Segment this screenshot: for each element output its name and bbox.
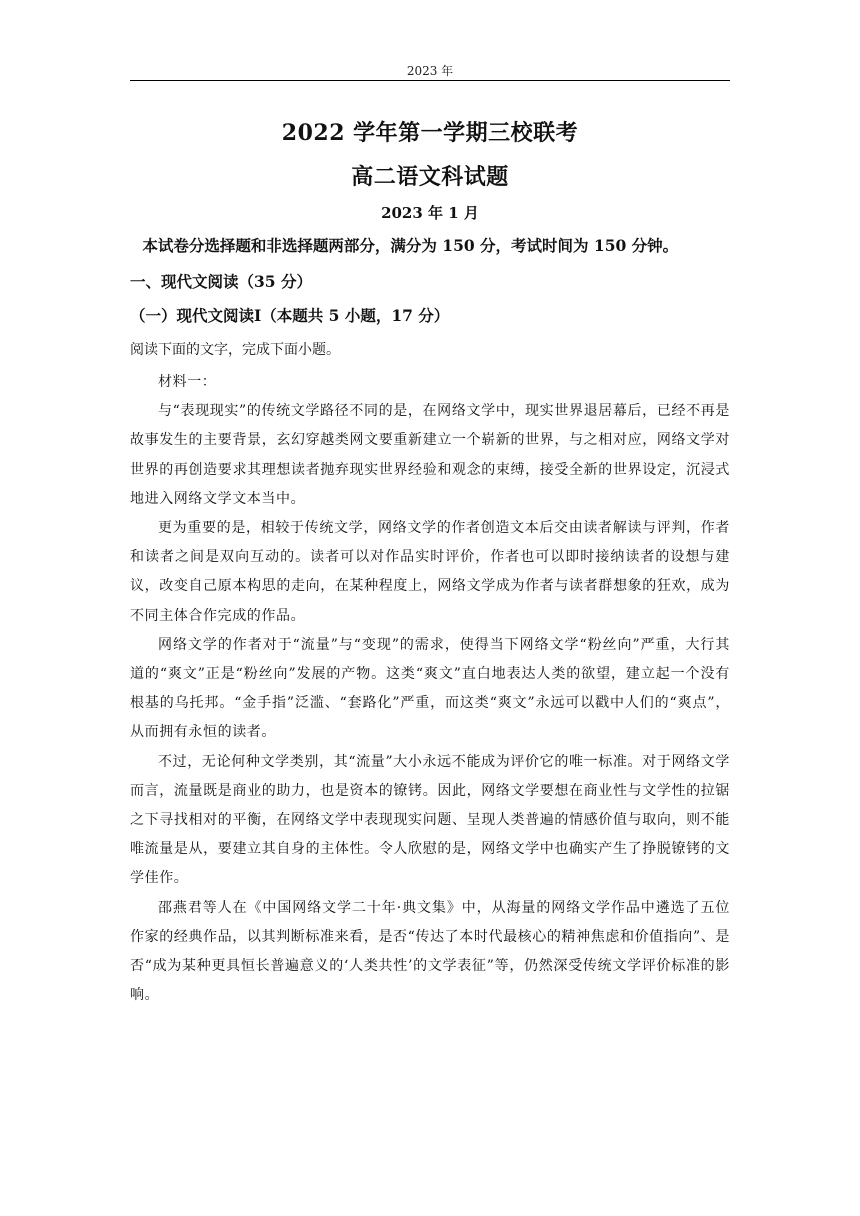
reading-instruction: 阅读下面的文字，完成下面小题。 [130,342,340,358]
passage-paragraph: 不过，无论何种文学类别，其“流量”大小永远不能成为评价它的唯一标准。对于网络文学而言，流量既是商业的助力，也是资本的镣铐。因此，网络文学要想在商业性与文学性的拉锯之下寻找相对的平衡，在网络文学中表现现实问题、呈现人类普遍的情感价值与取向，则不能唯流量是从，要建立其自身的主体性。令人欣慰的是，网络文学中也确实产生了挣脱镣铐的文学佳作。 [130,753,730,887]
exam-title: 2022 学年第一学期三校联考 [281,120,579,146]
header-divider [130,80,730,81]
subsection-heading: （一）现代文阅读Ⅰ（本题共 5 小题，17 分） [130,306,450,325]
passage-paragraph: 更为重要的是，相较于传统文学，网络文学的作者创造文本后交由读者解读与评判，作者和读者之间是双向互动的。读者可以对作品实时评价，作者也可以即时接纳读者的设想与建议，改变自己原本构思的走向，在某种程度上，网络文学成为作者与读者群想象的狂欢，成为不同主体合作完成的作品。 [130,520,730,624]
passage-paragraph: 邵燕君等人在《中国网络文学二十年·典文集》中，从海量的网络文学作品中遴选了五位作家的经典作品，以其判断标准来看，是否“传达了本时代最核心的精神焦虑和价值指向”、是否“成为某种更具恒长普遍意义的‘人类共性’的文学表征”等，仍然深受传统文学评价标准的影响。 [130,899,730,1004]
exam-subject-title: 高二语文科试题 [351,164,509,190]
material-label: 材料一： [158,374,217,390]
running-head: 2023 年 [406,64,454,78]
passage-paragraph: 与“表现现实”的传统文学路径不同的是，在网络文学中，现实世界退居幕后，已经不再是故事发生的主要背景，玄幻穿越类网文要重新建立一个崭新的世界，与之相对应，网络文学对世界的再创造要求其理想读者抛弃现实世界经验和观念的束缚，接受全新的世界设定，沉浸式地进入网络文学文本当中。 [130,403,730,507]
section-heading: 一、现代文阅读（35 分） [130,272,312,291]
passage-body [130,368,730,1010]
exam-date: 2023 年 1 月 [381,204,479,222]
passage-paragraph: 网络文学的作者对于“流量”与“变现”的需求，使得当下网络文学“粉丝向”严重，大行其道的“爽文”正是“粉丝向”发展的产物。这类“爽文”直白地表达人类的欲望，建立起一个没有根基的乌托邦。“金手指”泛滥、“套路化”严重，而这类“爽文”永远可以戳中人们的“爽点”，从而拥有永恒的读者。 [130,636,730,741]
exam-note: 本试卷分选择题和非选择题两部分，满分为 150 分，考试时间为 150 分钟。 [142,236,679,255]
